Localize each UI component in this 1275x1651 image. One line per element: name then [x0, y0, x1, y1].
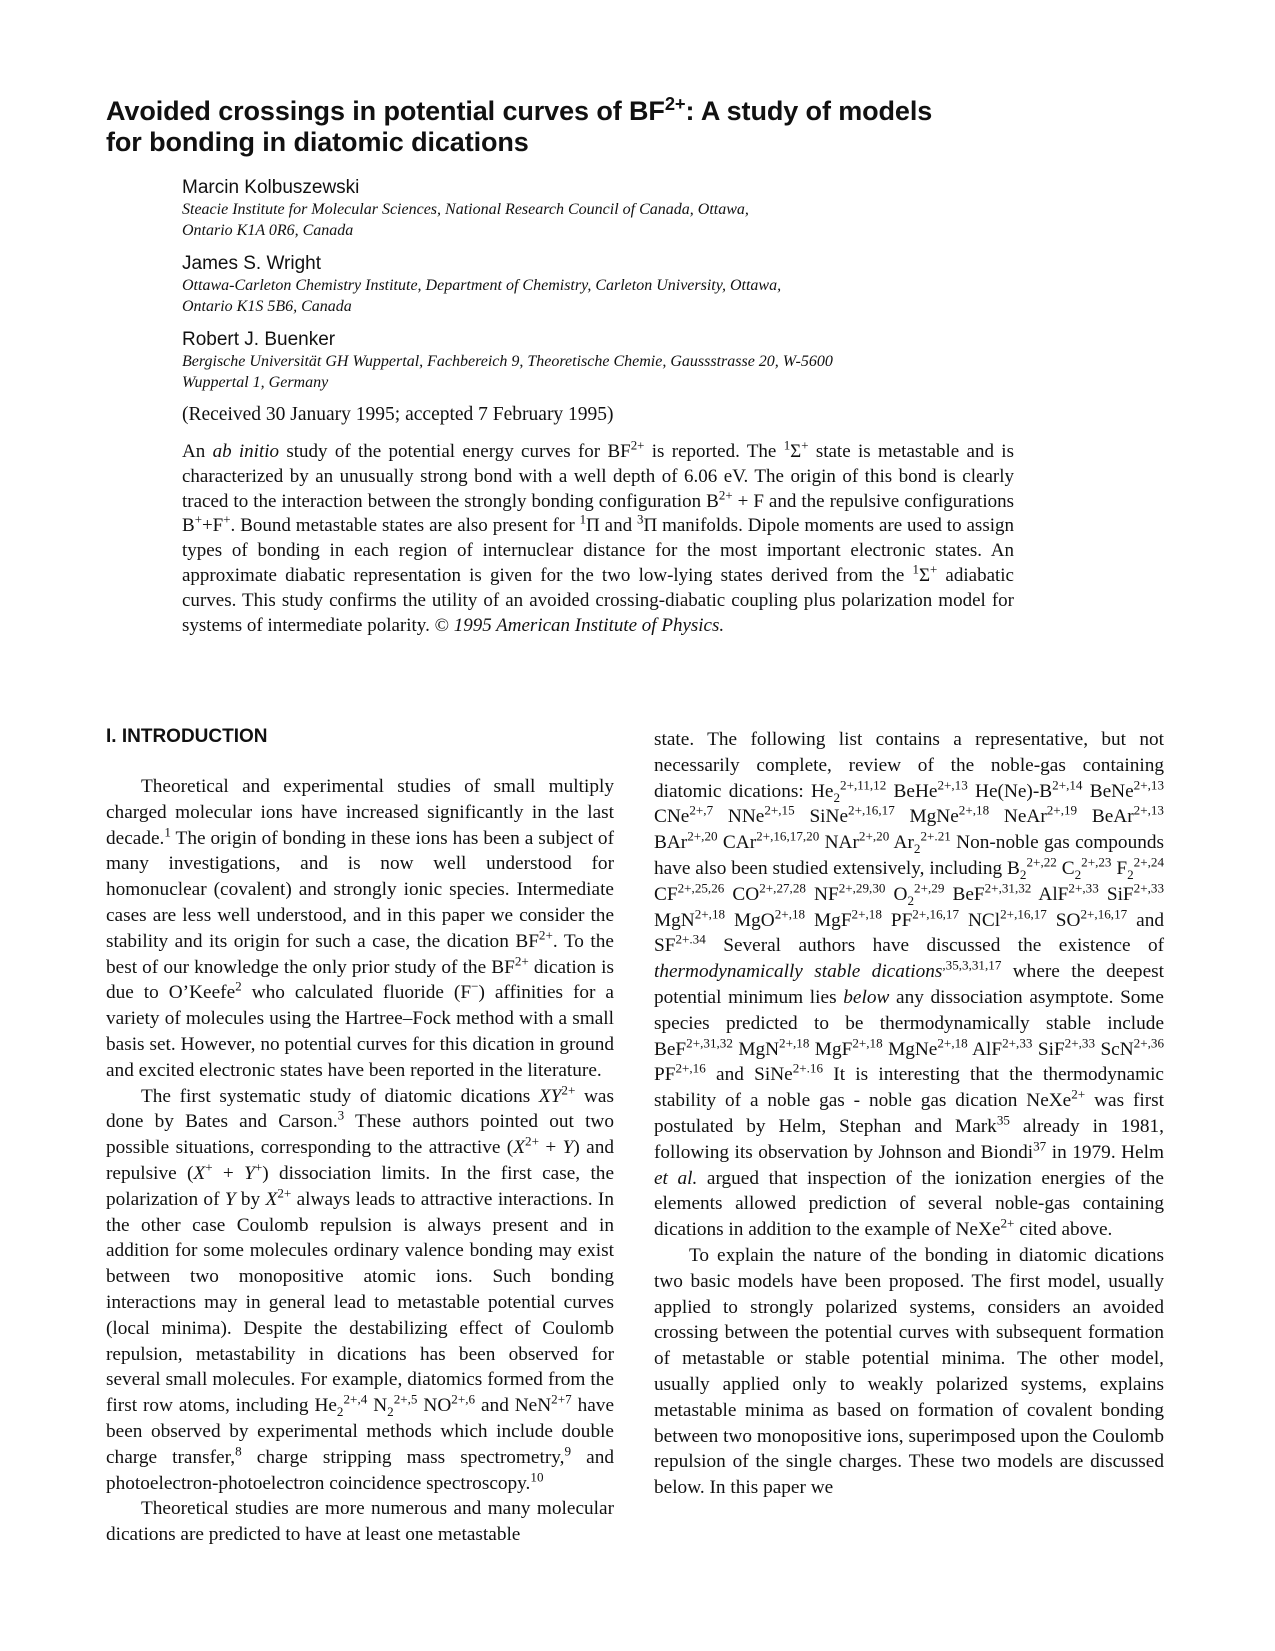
section-heading: I. INTRODUCTION	[106, 726, 268, 747]
abstract: An ab initio study of the potential energy curves for $BF^{2+}$ is reported. The $^1$Σ+ state is metastable and is characterized by an unusually strong bond with a well depth of 6.06 eV. The origin of this bond is clearly traced to the interaction between the strongly bonding configuration $B^{2+} + F$ and the repulsive configurations B++F+. Bound metastable states are also present for $^1$Π and $^3$Π manifolds. Dipole moments are used to assign types of bonding in each region of internuclear distance for the most important electronic states. An approximate diabatic representation is given for the two low-lying states derived from the $^1$Σ+ adiabatic curves. This study confirms the utility of an avoided crossing-diabatic coupling plus polarization model for systems of intermediate polarity. © 1995 American Institute of Physics.	[182, 437, 1014, 636]
paragraph: Theoretical studies are more numerous and many molecular dications are predicted to have at least one metastable	[106, 1498, 614, 1546]
paper-title: Avoided crossings in potential curves of $BF^{2+}$: A study of models for bonding in diatomic dications	[106, 93, 933, 157]
author-affiliation: Steacie Institute for Molecular Sciences, National Research Council of Canada, Ottawa, Ontario K1A 0R6, Canada	[182, 201, 749, 239]
paragraph: Theoretical and experimental studies of small multiply charged molecular ions have increased significantly in the last decade.$^1$ The origin of bonding in these ions has been a subject of many investigations, and is now well understood for homonuclear (covalent) and strongly ionic species. Intermediate cases are less well understood, and in this paper we consider the stability and its origin for such a case, the dication $BF^{2+}$. To the best of our knowledge the only prior study of the $BF^{2+}$ dication is due to O’Keefe$^2$ who calculated fluoride (F−) affinities for a variety of molecules using the Hartree–Fock method with a small basis set. However, no potential curves for this dication in ground and excited electronic states have been reported in the literature.	[106, 776, 614, 1081]
author-block	[182, 176, 1002, 404]
left-column	[106, 774, 614, 1548]
author-name: James S. Wright	[182, 253, 322, 274]
author-entry	[182, 176, 1002, 241]
author-affiliation: Bergische Universität GH Wuppertal, Fachbereich 9, Theoretische Chemie, Gaussstrasse 20, W-5600 Wuppertal 1, Germany	[182, 353, 833, 391]
author-entry	[182, 328, 1002, 393]
received-dates: (Received 30 January 1995; accepted 7 February 1995)	[182, 404, 614, 425]
author-entry	[182, 252, 1002, 317]
paragraph: To explain the nature of the bonding in diatomic dications two basic models have been proposed. The first model, usually applied to strongly polarized systems, considers an avoided crossing between the potential curves with subsequent formation of metastable or stable potential minima. The other model, usually applied only to weakly polarized systems, explains metastable minima as based on formation of covalent bonding between two monopositive ions, superimposed upon the Coulomb repulsion of the single charges. These two models are discussed below. In this paper we	[654, 1244, 1164, 1499]
paragraph: state. The following list contains a representative, but not necessarily complete, review of the noble-gas containing diatomic dications: $He_2^{2+,11,12}$ BeHe$^{2+,13}$ $He(Ne)-B^{2+,14}$ BeNe$^{2+,13}$ CNe$^{2+,7}$ NNe$^{2+,15}$ SiNe$^{2+,16,17}$ MgNe$^{2+,18}$ NeAr$^{2+,19}$ BeAr$^{2+,13}$ BAr$^{2+,20}$ CAr$^{2+,16,17,20}$ NAr$^{2+,20}$ $Ar_2^{2+.21}$ Non-noble gas compounds have also been studied extensively, including $B_2^{2+,22}$ $C_2^{2+,23}$ $F_2^{2+,24}$ $CF^{2+,25,26}$ $CO^{2+,27,28}$ $NF^{2+,29,30}$ $O_2^{2+,29}$ BeF$^{2+,31,32}$ AlF$^{2+,33}$ SiF$^{2+,33}$ MgN$^{2+,18}$ MgO$^{2+,18}$ MgF$^{2+,18}$ $PF^{2+,16,17}$ NCl$^{2+,16,17}$ $SO^{2+,16,17}$ and $SF^{2+.34}$ Several authors have discussed the existence of thermodynamically stable dications$^{,35,3,31,17}$ where the deepest potential minimum lies below any dissociation asymptote. Some species predicted to be thermodynamically stable include BeF$^{2+,31,32}$ MgN$^{2+,18}$ MgF$^{2+,18}$ MgNe$^{2+,18}$ AlF$^{2+,33}$ SiF$^{2+,33}$ ScN$^{2+,36}$ $PF^{2+,16}$ and SiNe$^{2+.16}$ It is interesting that the thermodynamic stability of a noble gas - noble gas dication NeXe$^{2+}$ was first postulated by Helm, Stephan and Mark$^{35}$ already in 1981, following its observation by Johnson and Biondi$^{37}$ in 1979. Helm et al. argued that inspection of the ionization energies of the elements allowed prediction of several noble-gas containing dications in addition to the example of NeXe$^{2+}$ cited above.	[654, 729, 1165, 1241]
author-name: Marcin Kolbuszewski	[182, 177, 360, 198]
author-name: Robert J. Buenker	[182, 329, 336, 350]
paragraph: The first systematic study of diatomic dications $XY^{2+}$ was done by Bates and Carson.$^3$ These authors pointed out two possible situations, corresponding to the attractive $(X^{2+} + Y)$ and repulsive (X+ + Y+) dissociation limits. In the first case, the polarization of Y by $X^{2+}$ always leads to attractive interactions. In the other case Coulomb repulsion is always present and in addition for some molecules ordinary valence bonding may exist between two monopositive atomic ions. Such bonding interactions may in general lead to metastable potential curves (local minima). Despite the destabilizing effect of Coulomb repulsion, metastability in dications has been observed for several small molecules. For example, diatomics formed from the first row atoms, including $He_2^{2+,4}$ $N_2^{2+,5}$ $NO^{2+,6}$ and NeN$^{2+7}$ have been observed by experimental methods which include double charge transfer,$^8$ charge stripping mass spectrometry,$^9$ and photoelectron-photoelectron coincidence spectroscopy.$^{10}$	[106, 1082, 615, 1494]
author-affiliation: Ottawa-Carleton Chemistry Institute, Department of Chemistry, Carleton University, Ottawa, Ontario K1S 5B6, Canada	[182, 277, 782, 315]
right-column	[654, 727, 1164, 1501]
